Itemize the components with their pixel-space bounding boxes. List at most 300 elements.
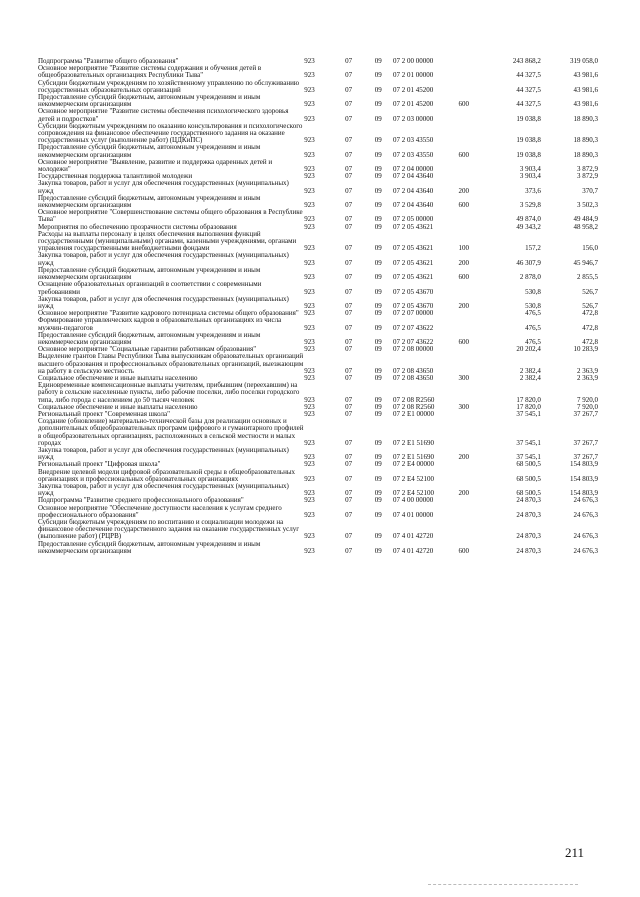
row-amount-1: 24 870,3: [516, 496, 541, 505]
table-row: [38, 447, 598, 461]
row-section: 07: [345, 532, 353, 541]
row-amount-2: 472,8: [582, 309, 598, 318]
row-ministry-code: 923: [304, 460, 315, 469]
row-subsection: 09: [374, 438, 382, 447]
row-subsection: 09: [374, 215, 382, 224]
row-amount-1: 37 545,1: [516, 409, 541, 418]
row-subsection: 09: [374, 165, 382, 174]
row-ministry-code: 923: [304, 287, 315, 296]
row-expense-type: 600: [458, 273, 469, 282]
row-section: 07: [345, 546, 353, 555]
row-target-code: 07 2 01 45200: [392, 100, 434, 109]
row-expense-type: [458, 173, 488, 180]
row-amount-1: 44 327,5: [516, 85, 541, 94]
row-name: Основное мероприятие "Обеспечение доступности населения к услугам среднего профессионального образования": [38, 503, 282, 519]
row-amount-1: 49 343,2: [516, 222, 541, 231]
row-subsection: 09: [374, 510, 382, 519]
row-subsection: 09: [374, 366, 382, 375]
row-name: Основное мероприятие "Развитие системы содержания и обучения детей в общеобразовательных организациях Республики Тыва": [38, 64, 262, 80]
row-name: Подпрограмма "Развитие среднего профессионального образования": [38, 496, 244, 505]
row-amount-1: 19 038,8: [516, 150, 541, 159]
row-name: Предоставление субсидий бюджетным, автономным учреждениям и иным некоммерческим организациям: [38, 265, 261, 282]
row-section: 07: [345, 337, 353, 346]
row-subsection: 09: [374, 273, 382, 282]
row-expense-type: [458, 224, 488, 231]
row-amount-1: 24 870,3: [516, 546, 541, 555]
row-subsection: 09: [374, 402, 382, 411]
row-amount-2: 3 502,3: [577, 201, 598, 210]
row-ministry-code: 923: [304, 165, 315, 174]
row-subsection: 09: [374, 309, 382, 318]
row-amount-2: 18 890,3: [573, 150, 598, 159]
row-expense-type: [458, 209, 488, 223]
row-name: Создание (обновление) материально-технической базы для реализации основных и дополнительных общеобразовательных программ цифрового и гуманитарного профилей в общеобразовательных организациях, расположенных в сельской местности и малых городах: [38, 417, 304, 447]
row-target-code: 07 2 05 43670: [392, 301, 434, 310]
row-ministry-code: 923: [304, 402, 315, 411]
table-row: [38, 108, 598, 122]
table-row: [38, 483, 598, 497]
row-ministry-code: 923: [304, 489, 315, 498]
row-ministry-code: 923: [304, 172, 315, 181]
row-section: 07: [345, 395, 353, 404]
row-amount-2: 24 676,3: [573, 532, 598, 541]
row-amount-1: 19 038,8: [516, 114, 541, 123]
row-expense-type: [458, 58, 488, 65]
row-amount-1: 476,5: [525, 323, 541, 332]
row-expense-type: 600: [458, 201, 469, 210]
row-expense-type: 200: [458, 489, 469, 498]
row-target-code: 07 2 08 00000: [392, 345, 434, 354]
table-row: [38, 541, 598, 555]
row-target-code: 07 2 E4 00000: [392, 460, 435, 469]
row-subsection: 09: [374, 345, 382, 354]
table-row: [38, 267, 598, 281]
table-row: [38, 317, 598, 331]
row-subsection: 09: [374, 201, 382, 210]
row-target-code: 07 2 08 R2560: [392, 402, 435, 411]
row-ministry-code: 923: [304, 373, 315, 382]
row-section: 07: [345, 114, 353, 123]
row-expense-type: 300: [458, 402, 469, 411]
row-expense-type: [458, 108, 488, 122]
row-amount-2: 49 484,9: [573, 215, 598, 224]
row-amount-2: 156,0: [582, 244, 598, 253]
row-target-code: 07 2 05 43621: [392, 222, 434, 231]
row-expense-type: 600: [458, 337, 469, 346]
row-subsection: 09: [374, 453, 382, 462]
row-target-code: 07 4 01 42720: [392, 546, 434, 555]
row-amount-1: 68 500,5: [516, 474, 541, 483]
row-ministry-code: 923: [304, 474, 315, 483]
row-amount-2: 43 981,6: [573, 85, 598, 94]
row-section: 07: [345, 309, 353, 318]
row-name: Социальное обеспечение и иные выплаты населению: [38, 373, 198, 382]
row-target-code: 07 2 00 00000: [392, 57, 434, 65]
row-name: Подпрограмма "Развитие общего образования": [38, 57, 179, 65]
row-ministry-code: 923: [304, 453, 315, 462]
row-section: 07: [345, 273, 353, 282]
row-amount-2: 37 267,7: [573, 453, 598, 462]
row-amount-2: 43 981,6: [573, 71, 598, 80]
row-section: 07: [345, 489, 353, 498]
table-row: [38, 195, 598, 209]
row-subsection: 09: [374, 100, 382, 109]
row-name: Расходы на выплаты персоналу в целях обеспечения выполнения функций государственными (муниципальными) органами, казенными учреждениями, органами управления государственными внебюджетными фондами: [38, 229, 297, 253]
row-amount-1: 44 327,5: [516, 100, 541, 109]
row-expense-type: 600: [458, 546, 469, 555]
row-ministry-code: 923: [304, 215, 315, 224]
row-ministry-code: 923: [304, 71, 315, 80]
row-ministry-code: 923: [304, 258, 315, 267]
row-name: Закупка товаров, работ и услуг для обеспечения государственных (муниципальных) нужд: [38, 481, 289, 498]
row-name: Формирование управленческих кадров в образовательных организациях из числа мужчин-педагогов: [38, 316, 282, 332]
row-subsection: 09: [374, 222, 382, 231]
row-target-code: 07 2 08 43650: [392, 366, 434, 375]
row-ministry-code: 923: [304, 136, 315, 145]
row-amount-1: 3 903,4: [519, 172, 541, 181]
row-section: 07: [345, 301, 353, 310]
row-amount-2: 37 267,7: [573, 438, 598, 447]
row-ministry-code: 923: [304, 309, 315, 318]
row-ministry-code: 923: [304, 366, 315, 375]
table-row: [38, 519, 598, 541]
row-subsection: 09: [374, 244, 382, 253]
table-row: [38, 252, 598, 266]
row-target-code: 07 2 07 43622: [392, 323, 434, 332]
row-expense-type: 200: [458, 301, 469, 310]
row-expense-type: [458, 310, 488, 317]
row-amount-1: 46 307,9: [516, 258, 541, 267]
footer-dashed-line: [428, 884, 578, 885]
row-section: 07: [345, 57, 353, 65]
row-name: Региональный проект "Современная школа": [38, 409, 170, 418]
row-amount-2: 18 890,3: [573, 136, 598, 145]
row-amount-1: 37 545,1: [516, 453, 541, 462]
row-target-code: 07 2 E4 52100: [392, 489, 435, 498]
row-expense-type: [458, 497, 488, 504]
row-subsection: 09: [374, 373, 382, 382]
row-expense-type: [458, 353, 488, 375]
row-name: Мероприятия по обеспечению прозрачности системы образования: [38, 222, 237, 231]
row-amount-1: 24 870,3: [516, 510, 541, 519]
row-name: Субсидии бюджетным учреждениям по оказанию консультирования и психологического сопровождения на финансовое обеспечение государственного задания на оказание государственных услуг (выполнение работ) (ЦДКиПС): [38, 121, 303, 145]
row-target-code: 07 2 07 43622: [392, 337, 434, 346]
row-ministry-code: 923: [304, 222, 315, 231]
row-ministry-code: 923: [304, 323, 315, 332]
row-expense-type: [458, 123, 488, 145]
row-section: 07: [345, 409, 353, 418]
table-row: [38, 296, 598, 310]
row-amount-1: 49 874,0: [516, 215, 541, 224]
row-name: Закупка товаров, работ и услуг для обеспечения государственных (муниципальных) нужд: [38, 179, 289, 195]
row-amount-2: 154 803,9: [570, 460, 598, 469]
row-target-code: 07 4 01 42720: [392, 532, 434, 541]
row-target-code: 07 2 03 43550: [392, 136, 434, 145]
row-section: 07: [345, 222, 353, 231]
row-ministry-code: 923: [304, 273, 315, 282]
row-amount-2: 24 676,3: [573, 496, 598, 505]
row-target-code: 07 4 01 00000: [392, 510, 434, 519]
row-target-code: 07 2 04 00000: [392, 165, 434, 174]
row-expense-type: 200: [458, 186, 469, 195]
row-amount-2: 48 958,2: [573, 222, 598, 231]
row-name: Закупка товаров, работ и услуг для обеспечения государственных (муниципальных) нужд: [38, 251, 289, 267]
row-section: 07: [345, 323, 353, 332]
row-section: 07: [345, 244, 353, 253]
row-target-code: 07 2 04 43640: [392, 186, 434, 195]
row-amount-1: 243 868,2: [512, 57, 541, 65]
row-ministry-code: 923: [304, 57, 315, 65]
table-row: [38, 505, 598, 519]
row-amount-2: 526,7: [582, 287, 598, 296]
row-subsection: 09: [374, 395, 382, 404]
row-amount-1: 3 529,8: [519, 201, 541, 210]
row-subsection: 09: [374, 546, 382, 555]
row-section: 07: [345, 150, 353, 159]
row-amount-2: 2 855,5: [577, 273, 598, 282]
row-subsection: 09: [374, 57, 382, 65]
row-subsection: 09: [374, 71, 382, 80]
row-amount-2: 24 676,3: [573, 510, 598, 519]
row-expense-type: [458, 382, 488, 404]
row-section: 07: [345, 453, 353, 462]
row-amount-2: 3 872,9: [577, 172, 598, 181]
row-section: 07: [345, 460, 353, 469]
row-amount-2: 319 058,0: [570, 57, 598, 65]
row-name: Единовременные компенсационные выплаты учителям, прибывшим (переехавшим) на работу в сельские населенные пункты, либо рабочие поселки, либо поселки городского типа, либо города с населением до 50 тысяч человек: [38, 381, 300, 404]
row-target-code: 07 2 E4 52100: [392, 474, 435, 483]
row-target-code: 07 2 05 43621: [392, 258, 434, 267]
row-ministry-code: 923: [304, 337, 315, 346]
row-expense-type: [458, 346, 488, 353]
row-name: Предоставление субсидий бюджетным, автономным учреждениям и иным некоммерческим организациям: [38, 143, 261, 159]
row-amount-1: 476,5: [525, 337, 541, 346]
row-amount-1: 530,8: [525, 301, 541, 310]
table-row: [38, 80, 598, 94]
row-subsection: 09: [374, 496, 382, 505]
row-amount-2: 43 981,6: [573, 100, 598, 109]
row-section: 07: [345, 100, 353, 109]
row-amount-2: 154 803,9: [570, 474, 598, 483]
row-expense-type: [458, 411, 488, 418]
table-row: [38, 94, 598, 108]
row-section: 07: [345, 474, 353, 483]
row-target-code: 07 2 E1 00000: [392, 409, 435, 418]
row-section: 07: [345, 215, 353, 224]
table-row: [38, 180, 598, 194]
budget-table: [38, 58, 598, 555]
row-ministry-code: 923: [304, 85, 315, 94]
row-subsection: 09: [374, 532, 382, 541]
row-target-code: 07 2 05 43670: [392, 287, 434, 296]
row-name: Внедрение целевой модели цифровой образовательной среды в общеобразовательных организациях и профессиональных образовательных организациях: [38, 467, 296, 483]
row-section: 07: [345, 438, 353, 447]
row-expense-type: 200: [458, 453, 469, 462]
row-ministry-code: 923: [304, 150, 315, 159]
row-target-code: 07 2 01 00000: [392, 71, 434, 80]
row-amount-2: 472,8: [582, 337, 598, 346]
row-amount-2: 2 363,9: [577, 366, 598, 375]
row-name: Предоставление субсидий бюджетным, автономным учреждениям и иным некоммерческим организациям: [38, 539, 261, 555]
row-subsection: 09: [374, 287, 382, 296]
row-section: 07: [345, 165, 353, 174]
row-amount-1: 3 903,4: [519, 165, 541, 174]
budget-table-body: [38, 58, 598, 555]
row-name: Предоставление субсидий бюджетным, автономным учреждениям и иным некоммерческим организациям: [38, 193, 261, 210]
row-amount-1: 68 500,5: [516, 460, 541, 469]
row-amount-1: 2 382,4: [519, 373, 541, 382]
row-amount-1: 44 327,5: [516, 71, 541, 80]
row-target-code: 07 2 01 45200: [392, 85, 434, 94]
row-name: Закупка товаров, работ и услуг для обеспечения государственных (муниципальных) нужд: [38, 445, 289, 462]
row-expense-type: 100: [458, 244, 469, 253]
page-number: 211: [565, 845, 585, 860]
row-subsection: 09: [374, 474, 382, 483]
row-target-code: 07 2 08 43650: [392, 373, 434, 382]
table-row: [38, 231, 598, 253]
row-name: Региональный проект "Цифровая школа": [38, 460, 161, 469]
row-amount-1: 24 870,3: [516, 532, 541, 541]
table-row: [38, 123, 598, 145]
row-target-code: 07 2 E1 51690: [392, 453, 435, 462]
row-target-code: 07 2 05 43621: [392, 244, 434, 253]
row-ministry-code: 923: [304, 201, 315, 210]
row-expense-type: 200: [458, 258, 469, 267]
row-expense-type: [458, 505, 488, 519]
row-ministry-code: 923: [304, 301, 315, 310]
row-target-code: 07 2 07 00000: [392, 309, 434, 318]
table-row: [38, 159, 598, 173]
row-section: 07: [345, 85, 353, 94]
row-section: 07: [345, 345, 353, 354]
row-amount-2: 18 890,3: [573, 114, 598, 123]
row-expense-type: [458, 281, 488, 295]
row-amount-1: 17 820,0: [516, 402, 541, 411]
row-name: Предоставление субсидий бюджетным, автономным учреждениям и иным некоммерческим организациям: [38, 330, 261, 346]
row-target-code: 07 2 05 43621: [392, 273, 434, 282]
table-row: [38, 418, 598, 447]
row-ministry-code: 923: [304, 395, 315, 404]
row-ministry-code: 923: [304, 546, 315, 555]
row-subsection: 09: [374, 150, 382, 159]
row-ministry-code: 923: [304, 114, 315, 123]
row-expense-type: [458, 519, 488, 541]
row-amount-1: 2 878,0: [519, 273, 541, 282]
row-amount-1: 476,5: [525, 309, 541, 318]
row-section: 07: [345, 186, 353, 195]
row-expense-type: [458, 317, 488, 331]
row-subsection: 09: [374, 172, 382, 181]
row-section: 07: [345, 373, 353, 382]
row-ministry-code: 923: [304, 100, 315, 109]
row-name: Закупка товаров, работ и услуг для обеспечения государственных (муниципальных) нужд: [38, 294, 289, 310]
row-subsection: 09: [374, 258, 382, 267]
row-name: Основное мероприятие "Социальные гарантии работникам образования": [38, 345, 257, 354]
row-target-code: 07 2 E1 51690: [392, 438, 435, 447]
row-section: 07: [345, 287, 353, 296]
row-subsection: 09: [374, 489, 382, 498]
row-section: 07: [345, 510, 353, 519]
row-section: 07: [345, 136, 353, 145]
row-ministry-code: 923: [304, 186, 315, 195]
row-expense-type: [458, 80, 488, 94]
row-amount-1: 20 202,4: [516, 345, 541, 354]
table-row: [38, 353, 598, 375]
row-name: Основное мероприятие "Выявление, развитие и поддержка одаренных детей и молодежи": [38, 157, 273, 174]
row-target-code: 07 2 03 00000: [392, 114, 434, 123]
row-target-code: 07 2 08 R2560: [392, 395, 435, 404]
row-expense-type: [458, 159, 488, 173]
row-ministry-code: 923: [304, 510, 315, 519]
row-amount-2: 10 283,9: [573, 345, 598, 354]
table-row: [38, 469, 598, 483]
row-subsection: 09: [374, 460, 382, 469]
row-amount-1: 157,2: [525, 244, 541, 253]
row-ministry-code: 923: [304, 409, 315, 418]
table-row: [38, 65, 598, 79]
row-subsection: 09: [374, 337, 382, 346]
row-ministry-code: 923: [304, 532, 315, 541]
table-row: [38, 144, 598, 158]
row-subsection: 09: [374, 323, 382, 332]
row-amount-1: 37 545,1: [516, 438, 541, 447]
row-amount-2: 7 920,0: [577, 402, 598, 411]
row-section: 07: [345, 258, 353, 267]
row-name: Субсидии бюджетным учреждениям по воспитанию и социализации молодежи на финансовое обеспечение государственного задания на оказание государственных услуг (выполнение работ) (РЦРВ): [38, 518, 300, 541]
row-name: Основное мероприятие "Развитие системы обеспечения психологического здоровья детей и подростков": [38, 107, 289, 123]
row-name: Основное мероприятие "Развитие кадрового потенциала системы общего образования": [38, 309, 299, 318]
row-expense-type: [458, 469, 488, 483]
row-subsection: 09: [374, 85, 382, 94]
row-target-code: 07 2 04 43640: [392, 172, 434, 181]
row-amount-2: 526,7: [582, 301, 598, 310]
row-ministry-code: 923: [304, 438, 315, 447]
row-amount-2: 37 267,7: [573, 409, 598, 418]
row-section: 07: [345, 201, 353, 210]
row-expense-type: 600: [458, 150, 469, 159]
row-name: Оснащение образовательных организаций в соответствии с современными требованиями: [38, 280, 262, 296]
row-amount-1: 530,8: [525, 287, 541, 296]
row-amount-2: 154 803,9: [570, 489, 598, 498]
row-subsection: 09: [374, 114, 382, 123]
row-ministry-code: 923: [304, 345, 315, 354]
row-expense-type: [458, 65, 488, 79]
row-target-code: 07 2 03 43550: [392, 150, 434, 159]
row-name: Предоставление субсидий бюджетным, автономным учреждениям и иным некоммерческим организациям: [38, 93, 261, 109]
row-target-code: 07 2 04 43640: [392, 201, 434, 210]
row-section: 07: [345, 366, 353, 375]
row-name: Государственная поддержка талантливой молодежи: [38, 172, 193, 181]
row-section: 07: [345, 71, 353, 80]
table-row: [38, 281, 598, 295]
table-row: [38, 209, 598, 223]
row-amount-2: 3 872,9: [577, 165, 598, 174]
table-row: [38, 382, 598, 404]
row-name: Основное мероприятие "Совершенствование системы общего образования в Республике Тыва": [38, 208, 303, 224]
row-amount-1: 19 038,8: [516, 136, 541, 145]
row-target-code: 07 2 05 00000: [392, 215, 434, 224]
row-subsection: 09: [374, 136, 382, 145]
row-name: Социальное обеспечение и иные выплаты населению: [38, 402, 198, 411]
row-subsection: 09: [374, 186, 382, 195]
row-expense-type: 300: [458, 373, 469, 382]
row-ministry-code: 923: [304, 496, 315, 505]
row-amount-2: 7 920,0: [577, 395, 598, 404]
row-amount-2: 24 676,3: [573, 546, 598, 555]
row-amount-1: 68 500,5: [516, 489, 541, 498]
row-subsection: 09: [374, 409, 382, 418]
row-amount-2: 2 363,9: [577, 373, 598, 382]
